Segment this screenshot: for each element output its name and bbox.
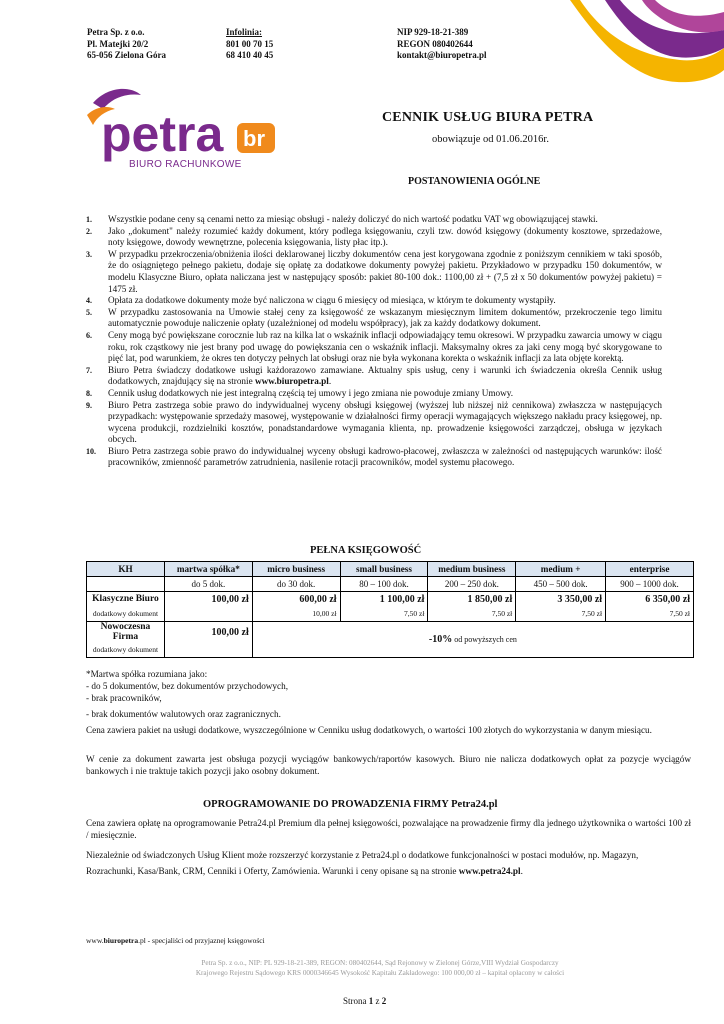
package-header: medium +	[516, 562, 606, 577]
list-item: 4. Opłata za dodatkowe dokumenty może być naliczona w ciągu 6 miesięcy od miesiąca, w którym te dokumenty wystąpiły.	[86, 295, 556, 306]
package-header: micro business	[252, 562, 340, 577]
table-header-row	[87, 562, 694, 577]
list-item: 10. Biuro Petra zastrzega sobie prawo do indywidualnej wyceny obsługi kadrowo-płacowej, zwłaszcza w zależności od następujących warunków: ilość pracowników, zmienność parametrów zatrudnienia, nasilenie rotacji pracowników, model systemu płacowego.	[86, 445, 662, 468]
list-item: 1. Wszystkie podane ceny są cenami netto za miesiąc obsługi - należy doliczyć do nich wartość podatku VAT wg obowiązującej stawki.	[86, 214, 598, 224]
software-paragraph-2-tail: .	[520, 866, 523, 876]
note-paragraph-1: Cena zawiera pakiet na usługi dodatkowe, wyszczególnione w Cenniku usług dodatkowych, o wartości 100 złotych do wykorzystania w danym miesiącu.	[86, 725, 652, 735]
software-paragraph-2	[86, 847, 668, 879]
price-cell: 1 850,00 zł	[428, 592, 516, 607]
registry-block	[397, 27, 486, 62]
package-limit: do 5 dok.	[164, 577, 252, 592]
discount-text: od powyższych cen	[452, 634, 517, 644]
package-limit: 200 – 250 dok.	[428, 577, 516, 592]
row-sublabel: dodatkowy dokument	[87, 642, 165, 657]
empty-cell	[87, 577, 165, 592]
table-title: PEŁNA KSIĘGOWOŚĆ	[310, 545, 422, 556]
price-table	[86, 561, 694, 658]
extra-doc-price: 10,00 zł	[252, 607, 340, 622]
footer-legal-line-1: Petra Sp. z o.o., NIP: PL 929-18-21-389, REGON: 080402644, Sąd Rejonowy w Zielonej Górze,VIII Wydział Gospodarczy	[201, 959, 559, 967]
package-limit: 900 – 1000 dok.	[606, 577, 694, 592]
list-item: 9. Biuro Petra zastrzega sobie prawo do indywidualnej wyceny obsługi księgowej (wyższej lub niższej niż cennikowa) zwłaszcza w następujących przypadkach: występowanie sprzedaży masowej, występowanie w działalności firmy operacji wymagających większego nakładu pracy księgowej, np. wycena produkcji, rozdzielniki kosztów, ponadstandardowe wymagania klienta, np. prowadzenie księgowości zarządczej, obsługa w językach obcych.	[86, 399, 662, 445]
extra-doc-price	[164, 607, 252, 622]
software-paragraph-2-text: Niezależnie od świadczonych Usług Klient może rozszerzyć korzystanie z Petra24.pl o dodatkowe funkcjonalności w postaci modułów, np. Magazyn, Rozrachunki, Kasa/Bank, CRM, Cenniki i Oferty, Zamówienia. Warunki i ceny opisane są na stronie	[86, 850, 639, 876]
table-row	[87, 607, 694, 622]
price-cell: 100,00 zł	[164, 622, 252, 643]
extra-doc-price: 7,50 zł	[340, 607, 428, 622]
page-title: CENNIK USŁUG BIURA PETRA	[382, 110, 594, 125]
hotline-label: Infolinia:	[226, 27, 263, 37]
footer-legal	[100, 958, 660, 978]
general-terms-heading: POSTANOWIENIA OGÓLNE	[408, 176, 541, 187]
company-street: Pl. Matejki 20/2	[87, 38, 149, 49]
contact-email[interactable]: kontakt@biuropetra.pl	[397, 50, 487, 60]
list-item: - do 5 dokumentów, bez dokumentów przychodowych,	[86, 681, 288, 691]
empty-cell	[164, 642, 252, 657]
logo-badge: br	[243, 126, 265, 151]
package-limit: do 30 dok.	[252, 577, 340, 592]
page-number: Strona 1 z 2	[343, 996, 387, 1006]
dead-company-title: *Martwa spółka rozumiana jako:	[86, 669, 208, 679]
petra24-link[interactable]: www.petra24.pl	[458, 866, 521, 876]
company-name: Petra Sp. z o.o.	[87, 27, 145, 37]
company-city: 65-056 Zielona Góra	[87, 50, 166, 60]
list-item: 5. W przypadku zastosowania na Umowie stałej ceny za księgowość ze wskazanym miesięcznym limitem dokumentów, przekroczenie tego limitu automatycznie powoduje naliczenie opłaty (uzależnionej od modelu współpracy), jak za każdy dodatkowy dokument.	[86, 306, 662, 329]
package-header: enterprise	[606, 562, 694, 577]
software-paragraph-1: Cena zawiera opłatę na oprogramowanie Petra24.pl Premium dla pełnej księgowości, pozwalające na prowadzenie firmy dla jednego użytkownika o wartości 100 zł / miesięcznie.	[86, 818, 691, 840]
row-label: Klasyczne Biuro	[87, 592, 165, 607]
extra-doc-price: 7,50 zł	[516, 607, 606, 622]
footer-link-suffix: .pl - specjaliści od przyjaznej księgowości	[138, 936, 265, 945]
list-item: - brak dokumentów walutowych oraz zagranicznych.	[86, 709, 281, 719]
logo-word: petra	[101, 106, 224, 162]
table-row	[87, 592, 694, 607]
package-header: medium business	[428, 562, 516, 577]
software-heading: OPROGRAMOWANIE DO PROWADZENIA FIRMY Petra24.pl	[203, 799, 498, 810]
row-label: Nowoczesna Firma	[87, 622, 165, 643]
discount-cell	[252, 622, 693, 658]
list-item: 6. Ceny mogą być powiększane corocznie lub raz na kilka lat o wskaźnik inflacji odpowiadający temu okresowi. W przypadku zawarcia umowy w ciągu roku, rok cząstkowy nie jest brany pod uwagę do powiększania cen o wskaźnik inflacji. Maksymalny okres za jaki ceny mogą być skorygowane to pięć lat, pod warunkiem, że okres ten dotyczy pełnych lat obsługi oraz nie była wykonana korekta o wskaźnik inflacji za lata objęte korektą.	[86, 329, 662, 364]
list-item: 7. Biuro Petra świadczy dodatkowe usługi każdorazowo zamawiane. Aktualny spis usług, ceny i warunki ich świadczenia określa Cennik usług dodatkowych, znajdujący się na stronie www.biuropetra.pl.	[86, 364, 662, 387]
row-sublabel: dodatkowy dokument	[87, 607, 165, 622]
table-limits-row	[87, 577, 694, 592]
general-terms-list	[86, 214, 662, 469]
logo-tagline: BIURO RACHUNKOWE	[129, 159, 242, 170]
hotline-number-1[interactable]: 801 00 70 15	[226, 38, 274, 49]
dead-company-notes	[86, 668, 686, 720]
list-item: 2. Jako „dokument" należy rozumieć każdy dokument, który podlega księgowaniu, czyli tzw. dowód księgowy (dokumenty kosztowe, sprzedażowe, noty księgowe, dowody wewnętrzne, polecenia księgowania, listy płac itp.).	[86, 225, 662, 248]
discount-value: -10%	[428, 633, 453, 645]
valid-from-date: obowiązuje od 01.06.2016r.	[432, 134, 549, 145]
list-item: - brak pracowników,	[86, 693, 162, 703]
price-cell: 600,00 zł	[252, 592, 340, 607]
package-header: small business	[340, 562, 428, 577]
ribbon-decoration	[560, 0, 724, 90]
package-header: martwa spółka*	[164, 562, 252, 577]
nip-number: NIP 929-18-21-389	[397, 27, 469, 37]
table-corner-kh: KH	[87, 562, 165, 577]
price-cell: 100,00 zł	[164, 592, 252, 607]
footer-legal-line-2: Krajowego Rejestru Sądowego KRS 0000346645 Wysokość Kapitału Zakładowego: 100 000,00 zł – kapitał opłacony w całości	[195, 969, 565, 977]
table-row	[87, 622, 694, 643]
note-paragraph-2: W cenie za dokument zawarta jest obsługa pozycji wyciągów bankowych/raportów kasowych. Biuro nie nalicza dodatkowych opłat za pozycje wyciągów bankowych i nie traktuje takich pozycji jako osobny dokument.	[86, 754, 691, 776]
price-cell: 6 350,00 zł	[606, 592, 694, 607]
price-cell: 1 100,00 zł	[340, 592, 428, 607]
hotline-block	[226, 27, 273, 62]
hotline-number-2[interactable]: 68 410 40 45	[226, 50, 274, 60]
list-item: 3. W przypadku przekroczenia/obniżenia ilości deklarowanej liczby dokumentów cena jest korygowana zgodnie z poniższym cennikiem w taki sposób, że do osiągniętego pełnego pakietu, dodaje się opłatę za dodatkowe dokumenty powyżej pakietu. Przykładowo w przypadku 150 dokumentów, w modelu Klasyczne Biuro, opłata naliczana jest w następujący sposób: pakiet 80-100 dok.: 1100,00 zł + (7,5 zł x 50 dokumentów powyżej pakietu) = 1475 zł.	[86, 248, 662, 294]
company-address	[87, 27, 166, 62]
biuropetra-link[interactable]: www.biuropetra.pl	[254, 376, 329, 387]
petra-logo	[85, 83, 285, 173]
extra-doc-price: 7,50 zł	[428, 607, 516, 622]
list-item: 8. Cennik usług dodatkowych nie jest integralną częścią tej umowy i jego zmiana nie powoduje zmiany Umowy.	[86, 387, 514, 398]
footer-link-prefix: www.	[86, 936, 104, 945]
footer-site-link[interactable]: biuropetra	[103, 936, 139, 945]
regon-number: REGON 080402644	[397, 38, 473, 49]
package-limit: 450 – 500 dok.	[516, 577, 606, 592]
footer-tagline	[86, 936, 265, 945]
package-limit: 80 – 100 dok.	[340, 577, 428, 592]
price-cell: 3 350,00 zł	[516, 592, 606, 607]
extra-doc-price: 7,50 zł	[606, 607, 694, 622]
